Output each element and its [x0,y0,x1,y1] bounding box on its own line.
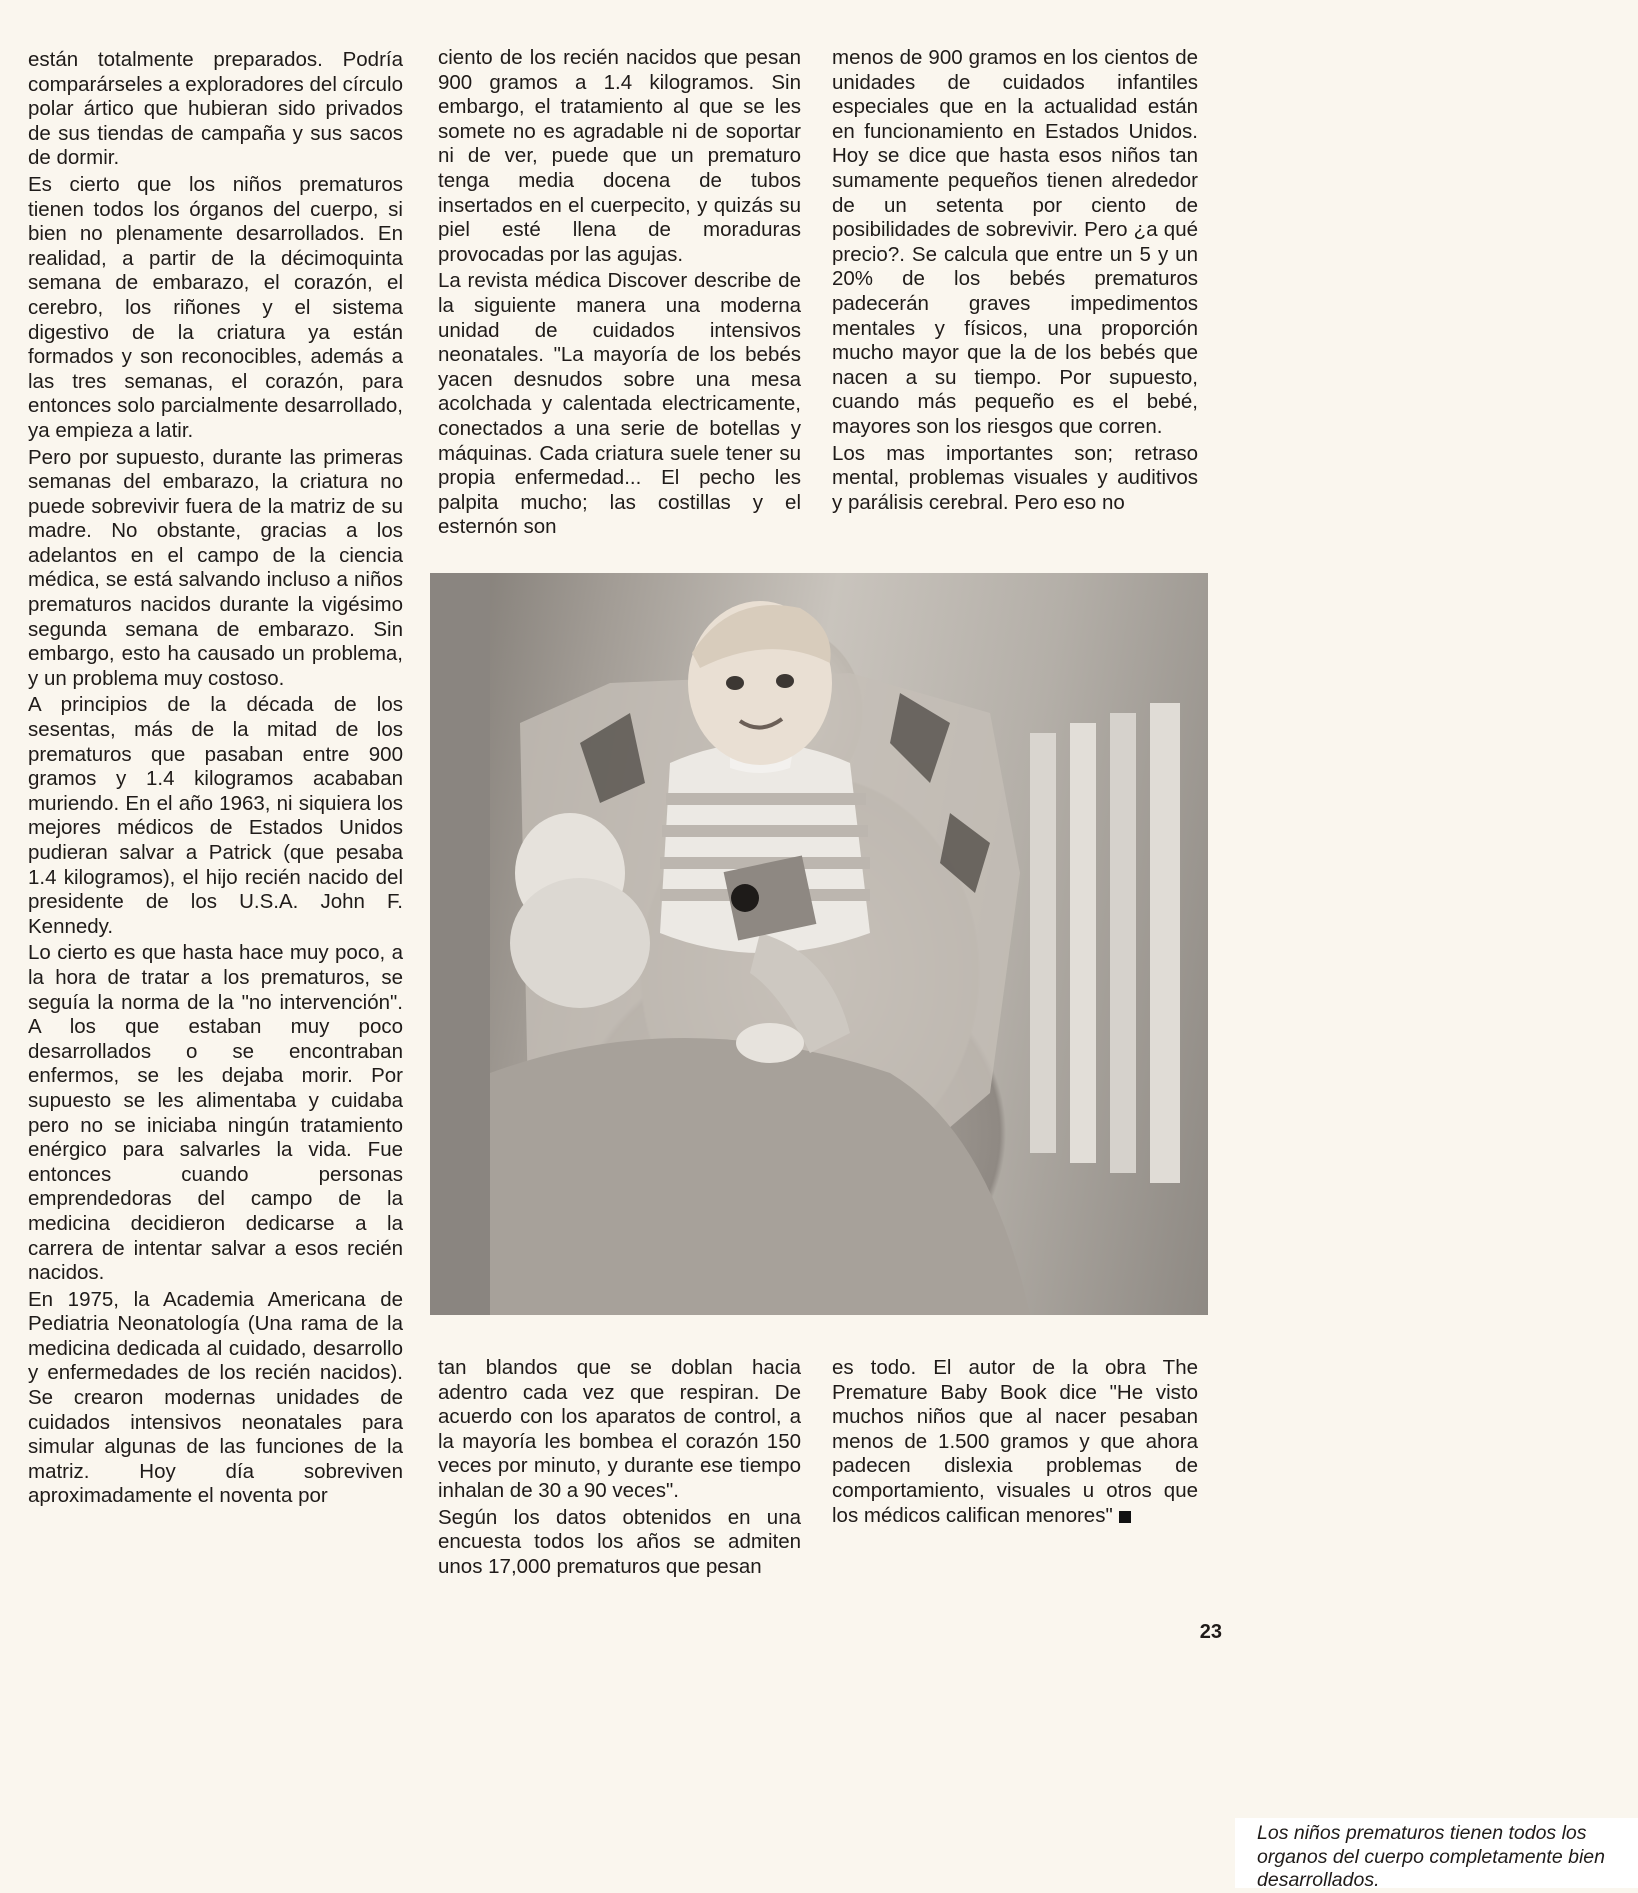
article-column-2-top [438,46,801,540]
article-column-3-bottom [832,1356,1198,1528]
paragraph: ciento de los recién nacidos que pesan 900 gramos a 1.4 kilogramos. Sin embargo, el tratamiento al que se les somete no es agradable ni de soportar ni de ver, puede que un prematuro tenga media docena de tubos insertados en el cuerpecito, y quizás su piel esté llena de moraduras provocadas por las agujas. [438,46,801,266]
article-column-1 [28,48,403,1509]
paragraph: La revista médica Discover describe de la siguiente manera una moderna unidad de cuidados intensivos neonatales. "La mayoría de los bebés yacen desnudos sobre una mesa acolchada y calentada electricamente, conectados a una serie de botellas y máquinas. Cada criatura suele tener su propia enfermedad... El pecho les palpita mucho; las costillas y el esternón son [438,269,801,539]
paragraph: Según los datos obtenidos en una encuesta todos los años se admiten unos 17,000 prematuros que pesan [438,1505,801,1578]
paragraph: Pero por supuesto, durante las primeras semanas del embarazo, la criatura no puede sobrevivir fuera de la matriz de su madre. No obstante, gracias a los adelantos en el campo de la ciencia médica, se está salvando incluso a niños prematuros nacidos durante la vigésimo segunda semana de embarazo. Sin embargo, esto ha causado un problema, y un problema muy costoso. [28,445,403,690]
paragraph [832,1356,1198,1528]
crib-bars [1030,703,1180,1183]
paragraph: Los mas importantes son; retraso mental, problemas visuales y auditivos y parálisis cerebral. Pero eso no [832,441,1198,514]
paragraph: Lo cierto es que hasta hace muy poco, a la hora de tratar a los prematuros, se seguía la norma de la "no intervención". A los que estaban muy poco desarrollados o se encontraban enfermos, se les dejaba morir. Por supuesto se les alimentaba y cuidaba pero no se iniciaba ningún tratamiento enérgico para salvarles la vida. Fue entonces cuando personas emprendedoras del campo de la medicina decidieron dedicarse a la carrera de intentar salvar a esos recién nacidos. [28,941,403,1285]
caption-text: Los niños prematuros tienen todos los organos del cuerpo completamente bien desarrollados. [1257,1822,1605,1891]
article-column-3-top [832,46,1198,515]
stuffed-toy-body [510,878,650,1008]
paragraph: Es cierto que los niños prematuros tienen todos los órganos del cuerpo, si bien no plenamente desarrollados. En realidad, a partir de la décimoquinta semana de embarazo, el corazón, el cerebro, los riñones y el sistema digestivo de la criatura ya están formados y son reconocibles, además a las tres semanas, el corazón, para entonces solo parcialmente desarrollado, ya empieza a latir. [28,172,403,442]
photo-caption [1235,1818,1638,1891]
paragraph: A principios de la década de los sesentas, más de la mitad de los prematuros que pasaban entre 900 gramos y 1.4 kilogramos acababan muriendo. En el año 1963, ni siquiera los mejores médicos de Estados Unidos pudieran salvar a Patrick (que pesaba 1.4 kilogramos), el hijo recién nacido del presidente de los U.S.A. John F. Kennedy. [28,693,403,938]
paragraph: menos de 900 gramos en los cientos de unidades de cuidados infantiles especiales que en la actualidad están en funcionamiento en Estados Unidos. Hoy se dice que hasta esos niños tan sumamente pequeños tienen alrededor de un setenta por ciento de posibilidades de sobrevivir. Pero ¿a qué precio?. Se calcula que entre un 5 y un 20% de los bebés prematuros padecerán graves impedimentos mentales y físicos, una proporción mucho mayor que la de los bebés que nacen a su tiempo. Por supuesto, cuando más pequeño es el bebé, mayores son los riesgos que corren. [832,46,1198,438]
paragraph-text: es todo. El autor de la obra The Premature Baby Book dice "He visto muchos niños que al nacer pesaban menos de 1.500 gramos y que ahora padecen dislexia problemas de comportamiento, visuales u otros que los médicos califican menores" [832,1356,1198,1527]
paragraph: tan blandos que se doblan hacia adentro cada vez que respiran. De acuerdo con los aparatos de control, a la mayoría les bombea el corazón 150 veces por minuto, y durante ese tiempo inhalan de 30 a 90 veces". [438,1356,801,1502]
article-column-2-bottom [438,1356,801,1579]
paragraph: están totalmente preparados. Podría comparárseles a exploradores del círculo polar ártico que hubieran sido privados de sus tiendas de campaña y sus sacos de dormir. [28,48,403,170]
paragraph: En 1975, la Academia Americana de Pediatria Neonatología (Una rama de la medicina dedicada al cuidado, desarrollo y enfermedades de los recién nacidos). Se crearon modernas unidades de cuidados intensivos neonatales para simular algunas de las funciones de la matriz. Hoy día sobreviven aproximadamente el noventa por [28,1287,403,1508]
photo-illustration [430,573,1208,1315]
page-number: 23 [1199,1621,1222,1643]
end-of-article-mark [1119,1511,1131,1523]
crib-wall-left [430,573,490,1315]
